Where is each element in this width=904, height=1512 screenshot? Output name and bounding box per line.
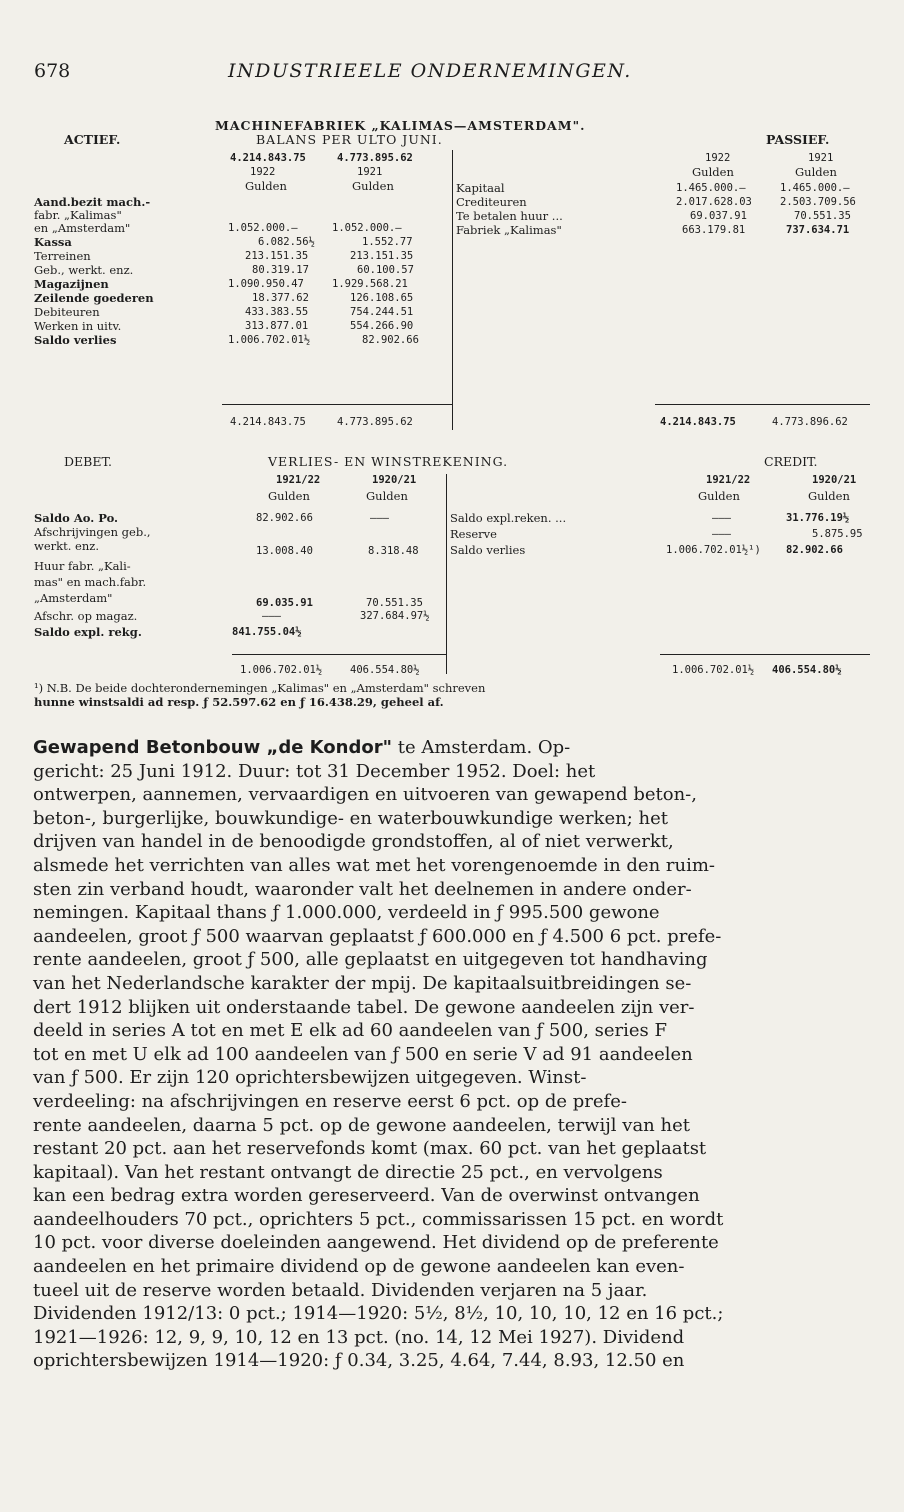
row-value: 754.244.51 — [350, 306, 414, 318]
table-row — [34, 222, 130, 235]
verlies-total-left-1: 1.006.702.01½ — [240, 664, 323, 676]
verlies-credit-label: CREDIT. — [764, 454, 818, 469]
balans-unit-2: Gulden — [352, 179, 394, 193]
balans-actief-label: ACTIEF. — [64, 132, 121, 147]
article-line: gericht: 25 Juni 1912. Duur: tot 31 December 1952. Doel: het — [33, 760, 596, 782]
credit-year-1: 1921/22 — [706, 474, 751, 486]
balans-total-right-2: 4.773.896.62 — [772, 416, 848, 428]
row-value: ——— — [712, 528, 731, 540]
table-row — [34, 250, 91, 263]
article-line: aandeelen en het primaire dividend op de gewone aandeelen kan even- — [33, 1256, 685, 1278]
row-value: 70.551.35 — [366, 597, 423, 609]
article-line: rente aandeelen, daarna 5 pct. op de gewone aandeelen, terwijl van het — [33, 1114, 690, 1136]
passief-year-1: 1922 — [705, 152, 731, 164]
verlies-unit-1: Gulden — [268, 489, 310, 503]
row-label: „Amsterdam" — [34, 591, 113, 605]
row-value: ——— — [262, 610, 281, 622]
row-label: Saldo Ao. Po. — [34, 511, 119, 525]
verlies-title: VERLIES- EN WINSTREKENING. — [268, 454, 509, 469]
balans-total-rule-right — [655, 404, 870, 405]
verlies-year-2: 1920/21 — [372, 474, 417, 486]
row-label: Kassa — [34, 235, 72, 249]
table-row — [456, 224, 562, 237]
row-value: 1.090.950.47 — [228, 278, 304, 290]
article-line: aandeelhouders 70 pct., oprichters 5 pct., commissarissen 15 pct. en wordt — [33, 1208, 724, 1230]
passief-unit-1: Gulden — [692, 165, 734, 179]
credit-unit-1: Gulden — [698, 489, 740, 503]
table-row — [34, 306, 100, 319]
row-label: Afschr. op magaz. — [34, 609, 138, 623]
table-row — [456, 182, 505, 195]
verlies-total-right-1: 1.006.702.01½ — [672, 664, 755, 676]
verlies-total-right-2: 406.554.80½ — [772, 664, 842, 676]
row-label: en „Amsterdam" — [34, 221, 131, 235]
row-value: 663.179.81 — [682, 224, 746, 236]
article-body — [33, 736, 867, 1373]
row-value: 70.551.35 — [794, 210, 851, 222]
article-line: 1921—1926: 12, 9, 9, 10, 12 en 13 pct. (no. 14, 12 Mei 1927). Dividend — [33, 1326, 685, 1348]
row-label: Magazijnen — [34, 277, 109, 291]
row-label: Afschrijvingen geb., — [34, 525, 151, 539]
table-row — [34, 610, 137, 623]
verlies-unit-2: Gulden — [366, 489, 408, 503]
verlies-debet-label: DEBET. — [64, 454, 112, 469]
article-line: tot en met U elk ad 100 aandeelen van ƒ 500 en serie V ad 91 aandeelen — [33, 1043, 693, 1065]
verlies-year-1: 1921/22 — [276, 474, 321, 486]
row-label: Saldo expl. rekg. — [34, 625, 142, 639]
row-value: 213.151.35 — [350, 250, 414, 262]
credit-unit-2: Gulden — [808, 489, 850, 503]
table-row — [34, 560, 131, 573]
article-line: van ƒ 500. Er zijn 120 oprichtersbewijzen uitgegeven. Winst- — [33, 1067, 587, 1089]
table-row — [34, 576, 146, 589]
verlies-divider — [446, 474, 447, 674]
row-label: werkt. enz. — [34, 539, 99, 553]
verlies-total-rule-left — [232, 654, 446, 655]
row-value: 737.634.71 — [786, 224, 850, 236]
row-label: Fabriek „Kalimas" — [456, 223, 562, 237]
row-value: 1.052.000.— — [228, 222, 298, 234]
article-line: dert 1912 blijken uit onderstaande tabel. De gewone aandeelen zijn ver- — [33, 996, 695, 1018]
row-value: 82.902.66 — [362, 334, 419, 346]
row-label: Terreinen — [34, 249, 91, 263]
article-line: deeld in series A tot en met E elk ad 60 aandeelen van ƒ 500, series F — [33, 1020, 668, 1042]
row-label: Saldo expl.reken. ... — [450, 511, 567, 525]
table-row — [34, 334, 116, 347]
row-value: 13.008.40 — [256, 545, 313, 557]
row-label: Saldo verlies — [450, 543, 526, 557]
row-value: 82.902.66 — [786, 544, 843, 556]
article-firm-name: Gewapend Betonbouw „de Kondor" — [33, 737, 392, 758]
row-value: 1.552.77 — [362, 236, 413, 248]
balans-total-top-2: 4.773.895.62 — [337, 152, 413, 164]
row-value: 8.318.48 — [368, 545, 419, 557]
row-label: Geb., werkt. enz. — [34, 263, 134, 277]
row-value: 327.684.97½ — [360, 610, 430, 622]
balans-year-1: 1922 — [250, 166, 276, 178]
article-line: beton-, burgerlijke, bouwkundige- en waterbouwkundige werken; het — [33, 807, 668, 829]
table-row — [34, 540, 99, 553]
row-value: 1.465.000.— — [676, 182, 746, 194]
row-value: 82.902.66 — [256, 512, 313, 524]
row-value: 213.151.35 — [245, 250, 309, 262]
row-value: 5.875.95 — [812, 528, 863, 540]
article-line: Dividenden 1912/13: 0 pct.; 1914—1920: 5½, 8½, 10, 10, 10, 12 en 16 pct.; — [33, 1303, 724, 1325]
balans-year-2: 1921 — [357, 166, 383, 178]
article-line: oprichtersbewijzen 1914—1920: ƒ 0.34, 3.25, 4.64, 7.44, 8.93, 12.50 en — [33, 1350, 685, 1372]
row-label: Crediteuren — [456, 195, 527, 209]
balans-total-top-1: 4.214.843.75 — [230, 152, 306, 164]
balans-total-right-1: 4.214.843.75 — [660, 416, 736, 428]
row-value: 69.037.91 — [690, 210, 747, 222]
row-value: 1.052.000.— — [332, 222, 402, 234]
table-row — [450, 528, 497, 541]
table-row — [34, 320, 121, 333]
row-value: 31.776.19½ — [786, 512, 850, 524]
balans-total-left-1: 4.214.843.75 — [230, 416, 306, 428]
balans-total-left-2: 4.773.895.62 — [337, 416, 413, 428]
article-line: aandeelen, groot ƒ 500 waarvan geplaatst ƒ 600.000 en ƒ 4.500 6 pct. prefe- — [33, 925, 722, 947]
table-row — [34, 278, 109, 291]
article-line: sten zin verband houdt, waaronder valt het deelnemen in andere onder- — [33, 878, 692, 900]
row-label: Saldo verlies — [34, 333, 117, 347]
table-row — [450, 512, 566, 525]
row-value: 2.503.709.56 — [780, 196, 856, 208]
balans-divider — [452, 150, 453, 430]
article-line: alsmede het verrichten van alles wat met het vorengenoemde in den ruim- — [33, 854, 715, 876]
table-row — [34, 512, 118, 525]
row-label: Kapitaal — [456, 181, 505, 195]
article-line — [33, 736, 867, 760]
balans-total-rule-left — [222, 404, 452, 405]
table-row — [456, 210, 563, 223]
table-row — [450, 544, 525, 557]
footnote-line-2: hunne winstsaldi ad resp. ƒ 52.597.62 en ƒ 16.438.29, geheel af. — [34, 695, 444, 709]
row-label: mas" en mach.fabr. — [34, 575, 147, 589]
table-row — [34, 236, 72, 249]
row-value: 126.108.65 — [350, 292, 414, 304]
row-label: fabr. „Kalimas" — [34, 208, 122, 222]
table-row — [34, 626, 142, 639]
row-value: 69.035.91 — [256, 597, 313, 609]
article-line: kapitaal). Van het restant ontvangt de directie 25 pct., en vervolgens — [33, 1161, 663, 1183]
article-line: van het Nederlandsche karakter der mpij. De kapitaalsuitbreidingen se- — [33, 972, 692, 994]
row-label: Werken in uitv. — [34, 319, 122, 333]
row-label: Zeilende goederen — [34, 291, 154, 305]
row-label: Huur fabr. „Kali- — [34, 559, 131, 573]
article-line: tueel uit de reserve worden betaald. Dividenden verjaren na 5 jaar. — [33, 1279, 648, 1301]
row-value: 1.929.568.21 — [332, 278, 408, 290]
row-value: ——— — [370, 512, 389, 524]
table-row — [456, 196, 527, 209]
balans-company: MACHINEFABRIEK „KALIMAS—AMSTERDAM". — [215, 118, 586, 133]
row-value: 18.377.62 — [252, 292, 309, 304]
row-value: 60.100.57 — [357, 264, 414, 276]
verlies-total-rule-right — [660, 654, 870, 655]
row-value: 1.006.702.01½¹) — [666, 544, 761, 556]
table-row — [34, 526, 151, 539]
balans-unit-1: Gulden — [245, 179, 287, 193]
page-number: 678 — [34, 60, 71, 82]
article-line: nemingen. Kapitaal thans ƒ 1.000.000, verdeeld in ƒ 995.500 gewone — [33, 902, 660, 924]
article-line-text: te Amsterdam. Op- — [392, 737, 571, 758]
article-line: drijven van handel in de benoodigde grondstoffen, al of niet verwerkt, — [33, 831, 674, 853]
table-row — [34, 292, 154, 305]
row-value: ——— — [712, 512, 731, 524]
footnote-line-1: ¹) N.B. De beide dochterondernemingen „Kalimas" en „Amsterdam" schreven — [34, 681, 486, 695]
article-line: rente aandeelen, groot ƒ 500, alle geplaatst en uitgegeven tot handhaving — [33, 949, 708, 971]
row-label: Aand.bezit mach.- — [34, 195, 151, 209]
table-row — [34, 264, 133, 277]
row-value: 80.319.17 — [252, 264, 309, 276]
article-line: 10 pct. voor diverse doeleinden aangewend. Het dividend op de preferente — [33, 1232, 719, 1254]
passief-unit-2: Gulden — [795, 165, 837, 179]
row-label: Reserve — [450, 527, 497, 541]
row-value: 313.877.01 — [245, 320, 309, 332]
article-line: restant 20 pct. aan het reservefonds komt (max. 60 pct. van het geplaatst — [33, 1138, 707, 1160]
credit-year-2: 1920/21 — [812, 474, 857, 486]
row-value: 1.465.000.— — [780, 182, 850, 194]
running-title: INDUSTRIEELE ONDERNEMINGEN. — [228, 60, 632, 82]
balans-passief-label: PASSIEF. — [766, 132, 830, 147]
row-label: Te betalen huur ... — [456, 209, 563, 223]
article-line: ontwerpen, aannemen, vervaardigen en uitvoeren van gewapend beton-, — [33, 784, 697, 806]
row-value: 2.017.628.03 — [676, 196, 752, 208]
passief-year-2: 1921 — [808, 152, 834, 164]
row-value: 841.755.04½ — [232, 626, 302, 638]
article-line: verdeeling: na afschrijvingen en reserve eerst 6 pct. op de prefe- — [33, 1090, 627, 1112]
verlies-total-left-2: 406.554.80½ — [350, 664, 420, 676]
row-value: 554.266.90 — [350, 320, 414, 332]
balans-title: BALANS PER ULTO JUNI. — [256, 132, 443, 147]
row-value: 6.082.56½ — [258, 236, 315, 248]
table-row — [34, 592, 112, 605]
row-value: 433.383.55 — [245, 306, 309, 318]
row-value: 1.006.702.01½ — [228, 334, 311, 346]
article-line: kan een bedrag extra worden gereserveerd. Van de overwinst ontvangen — [33, 1185, 700, 1207]
row-label: Debiteuren — [34, 305, 100, 319]
